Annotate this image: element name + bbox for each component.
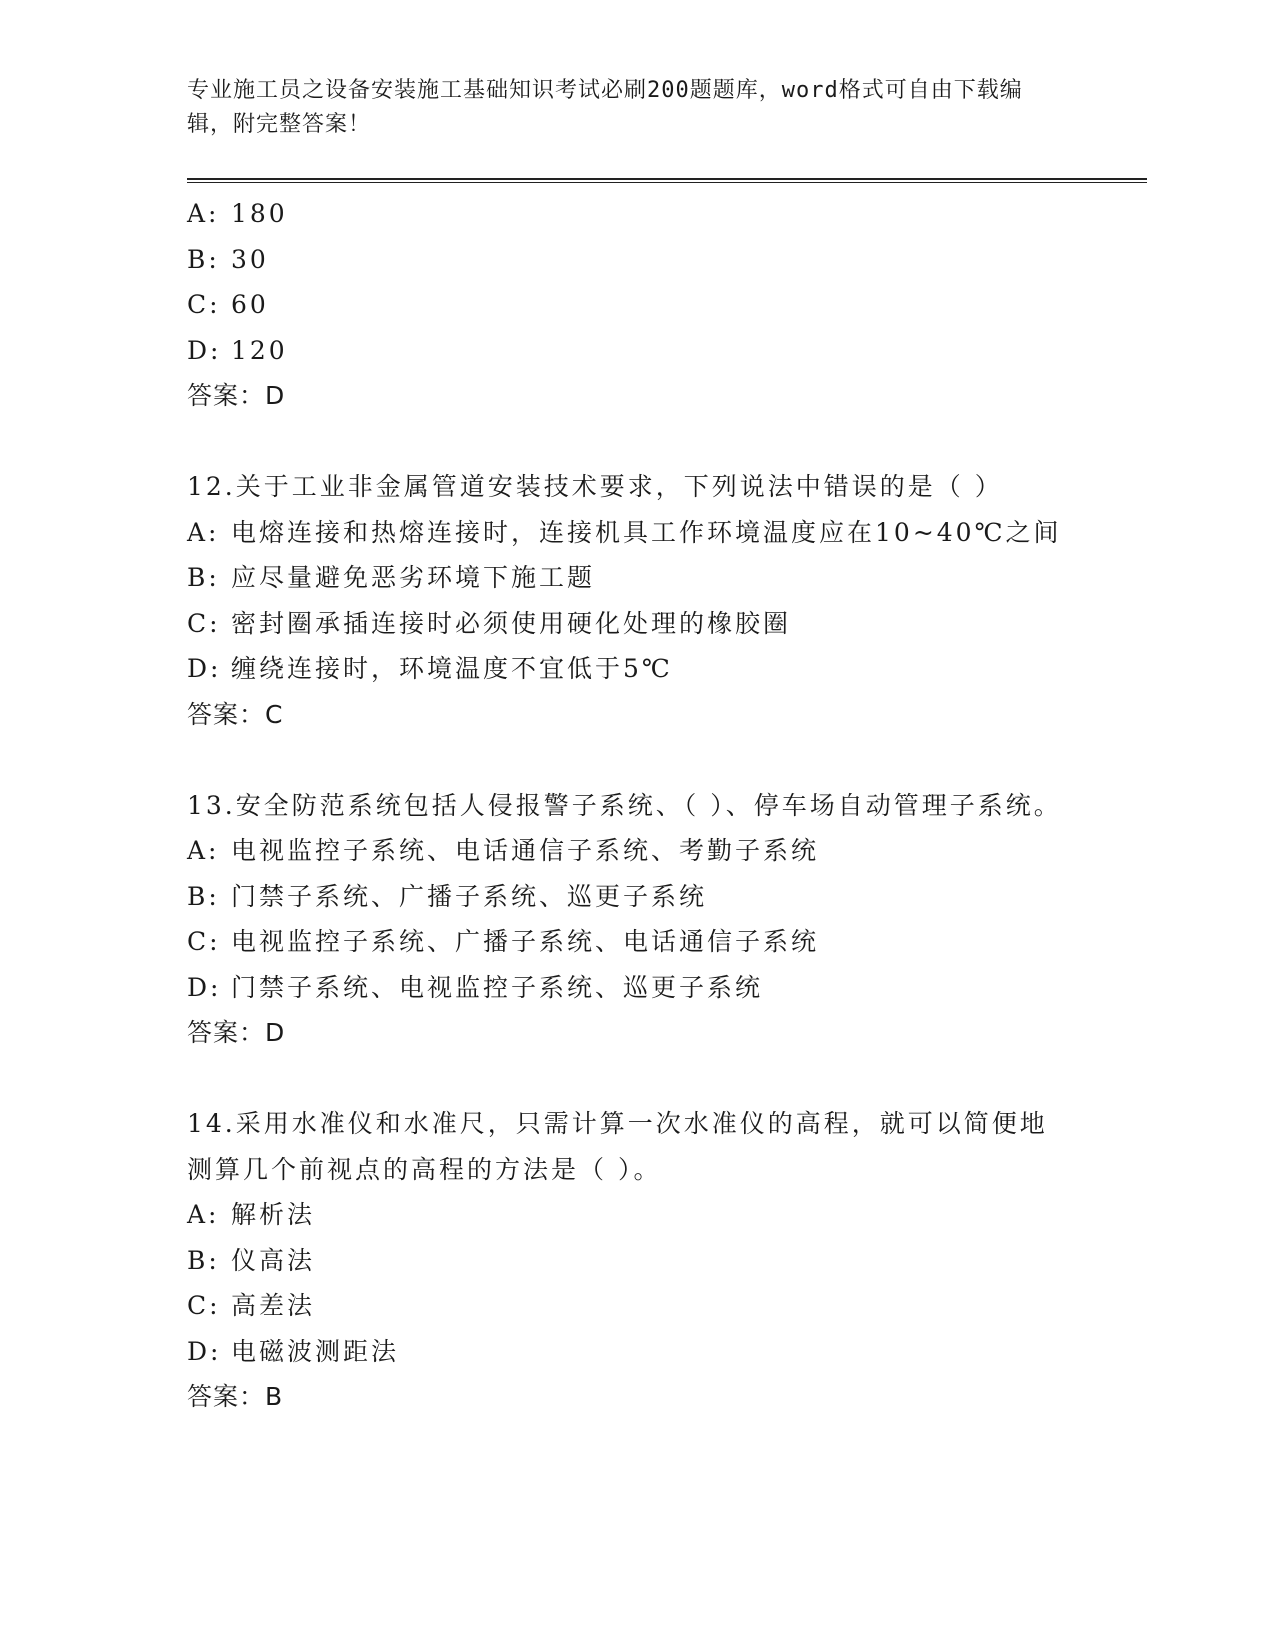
header-divider bbox=[187, 178, 1147, 183]
document-title: 专业施工员之设备安装施工基础知识考试必刷200题题库，word格式可自由下载编辑，附完整答案！ bbox=[187, 78, 1023, 137]
option-b: B: 门禁子系统、广播子系统、巡更子系统 bbox=[187, 881, 708, 911]
option-c: C: 高差法 bbox=[187, 1291, 316, 1320]
option-a: A: 180 bbox=[187, 199, 288, 228]
option-d: D: 缠绕连接时，环境温度不宜低于5℃ bbox=[187, 654, 673, 683]
option-c: C: 电视监控子系统、广播子系统、电话通信子系统 bbox=[187, 927, 820, 956]
question-stem: 13.安全防范系统包括人侵报警子系统、（ ）、停车场自动管理子系统。 bbox=[187, 790, 1062, 820]
question-list bbox=[187, 191, 1147, 1420]
option-b: B: 30 bbox=[187, 244, 269, 274]
answer-line: 答案：B bbox=[187, 1382, 284, 1411]
option-a: A: 电视监控子系统、电话通信子系统、考勤子系统 bbox=[187, 836, 820, 865]
option-d: D: 电磁波测距法 bbox=[187, 1336, 400, 1366]
option-b: B: 仪高法 bbox=[187, 1245, 316, 1275]
option-d: D: 门禁子系统、电视监控子系统、巡更子系统 bbox=[187, 972, 764, 1002]
option-c: C: 密封圈承插连接时必须使用硬化处理的橡胶圈 bbox=[187, 608, 792, 638]
question-stem: 14.采用水准仪和水准尺，只需计算一次水准仪的高程，就可以简便地测算几个前视点的高程的方法是（ ）。 bbox=[187, 1109, 1048, 1184]
question-stem: 12.关于工业非金属管道安装技术要求，下列说法中错误的是（ ） bbox=[187, 472, 1003, 501]
option-a: A: 解析法 bbox=[187, 1200, 316, 1229]
question-12 bbox=[187, 464, 1147, 737]
option-a: A: 电熔连接和热熔连接时，连接机具工作环境温度应在10~40℃之间 bbox=[187, 517, 1062, 547]
question-11-partial bbox=[187, 191, 1147, 419]
answer-line: 答案：D bbox=[187, 381, 286, 410]
answer-line: 答案：C bbox=[187, 699, 284, 729]
option-b: B: 应尽量避免恶劣环境下施工题 bbox=[187, 563, 596, 592]
document-page bbox=[187, 0, 1147, 1650]
option-c: C: 60 bbox=[187, 290, 269, 319]
question-14 bbox=[187, 1101, 1147, 1420]
answer-line: 答案：D bbox=[187, 1018, 286, 1047]
question-13 bbox=[187, 783, 1147, 1056]
option-d: D: 120 bbox=[187, 335, 288, 365]
